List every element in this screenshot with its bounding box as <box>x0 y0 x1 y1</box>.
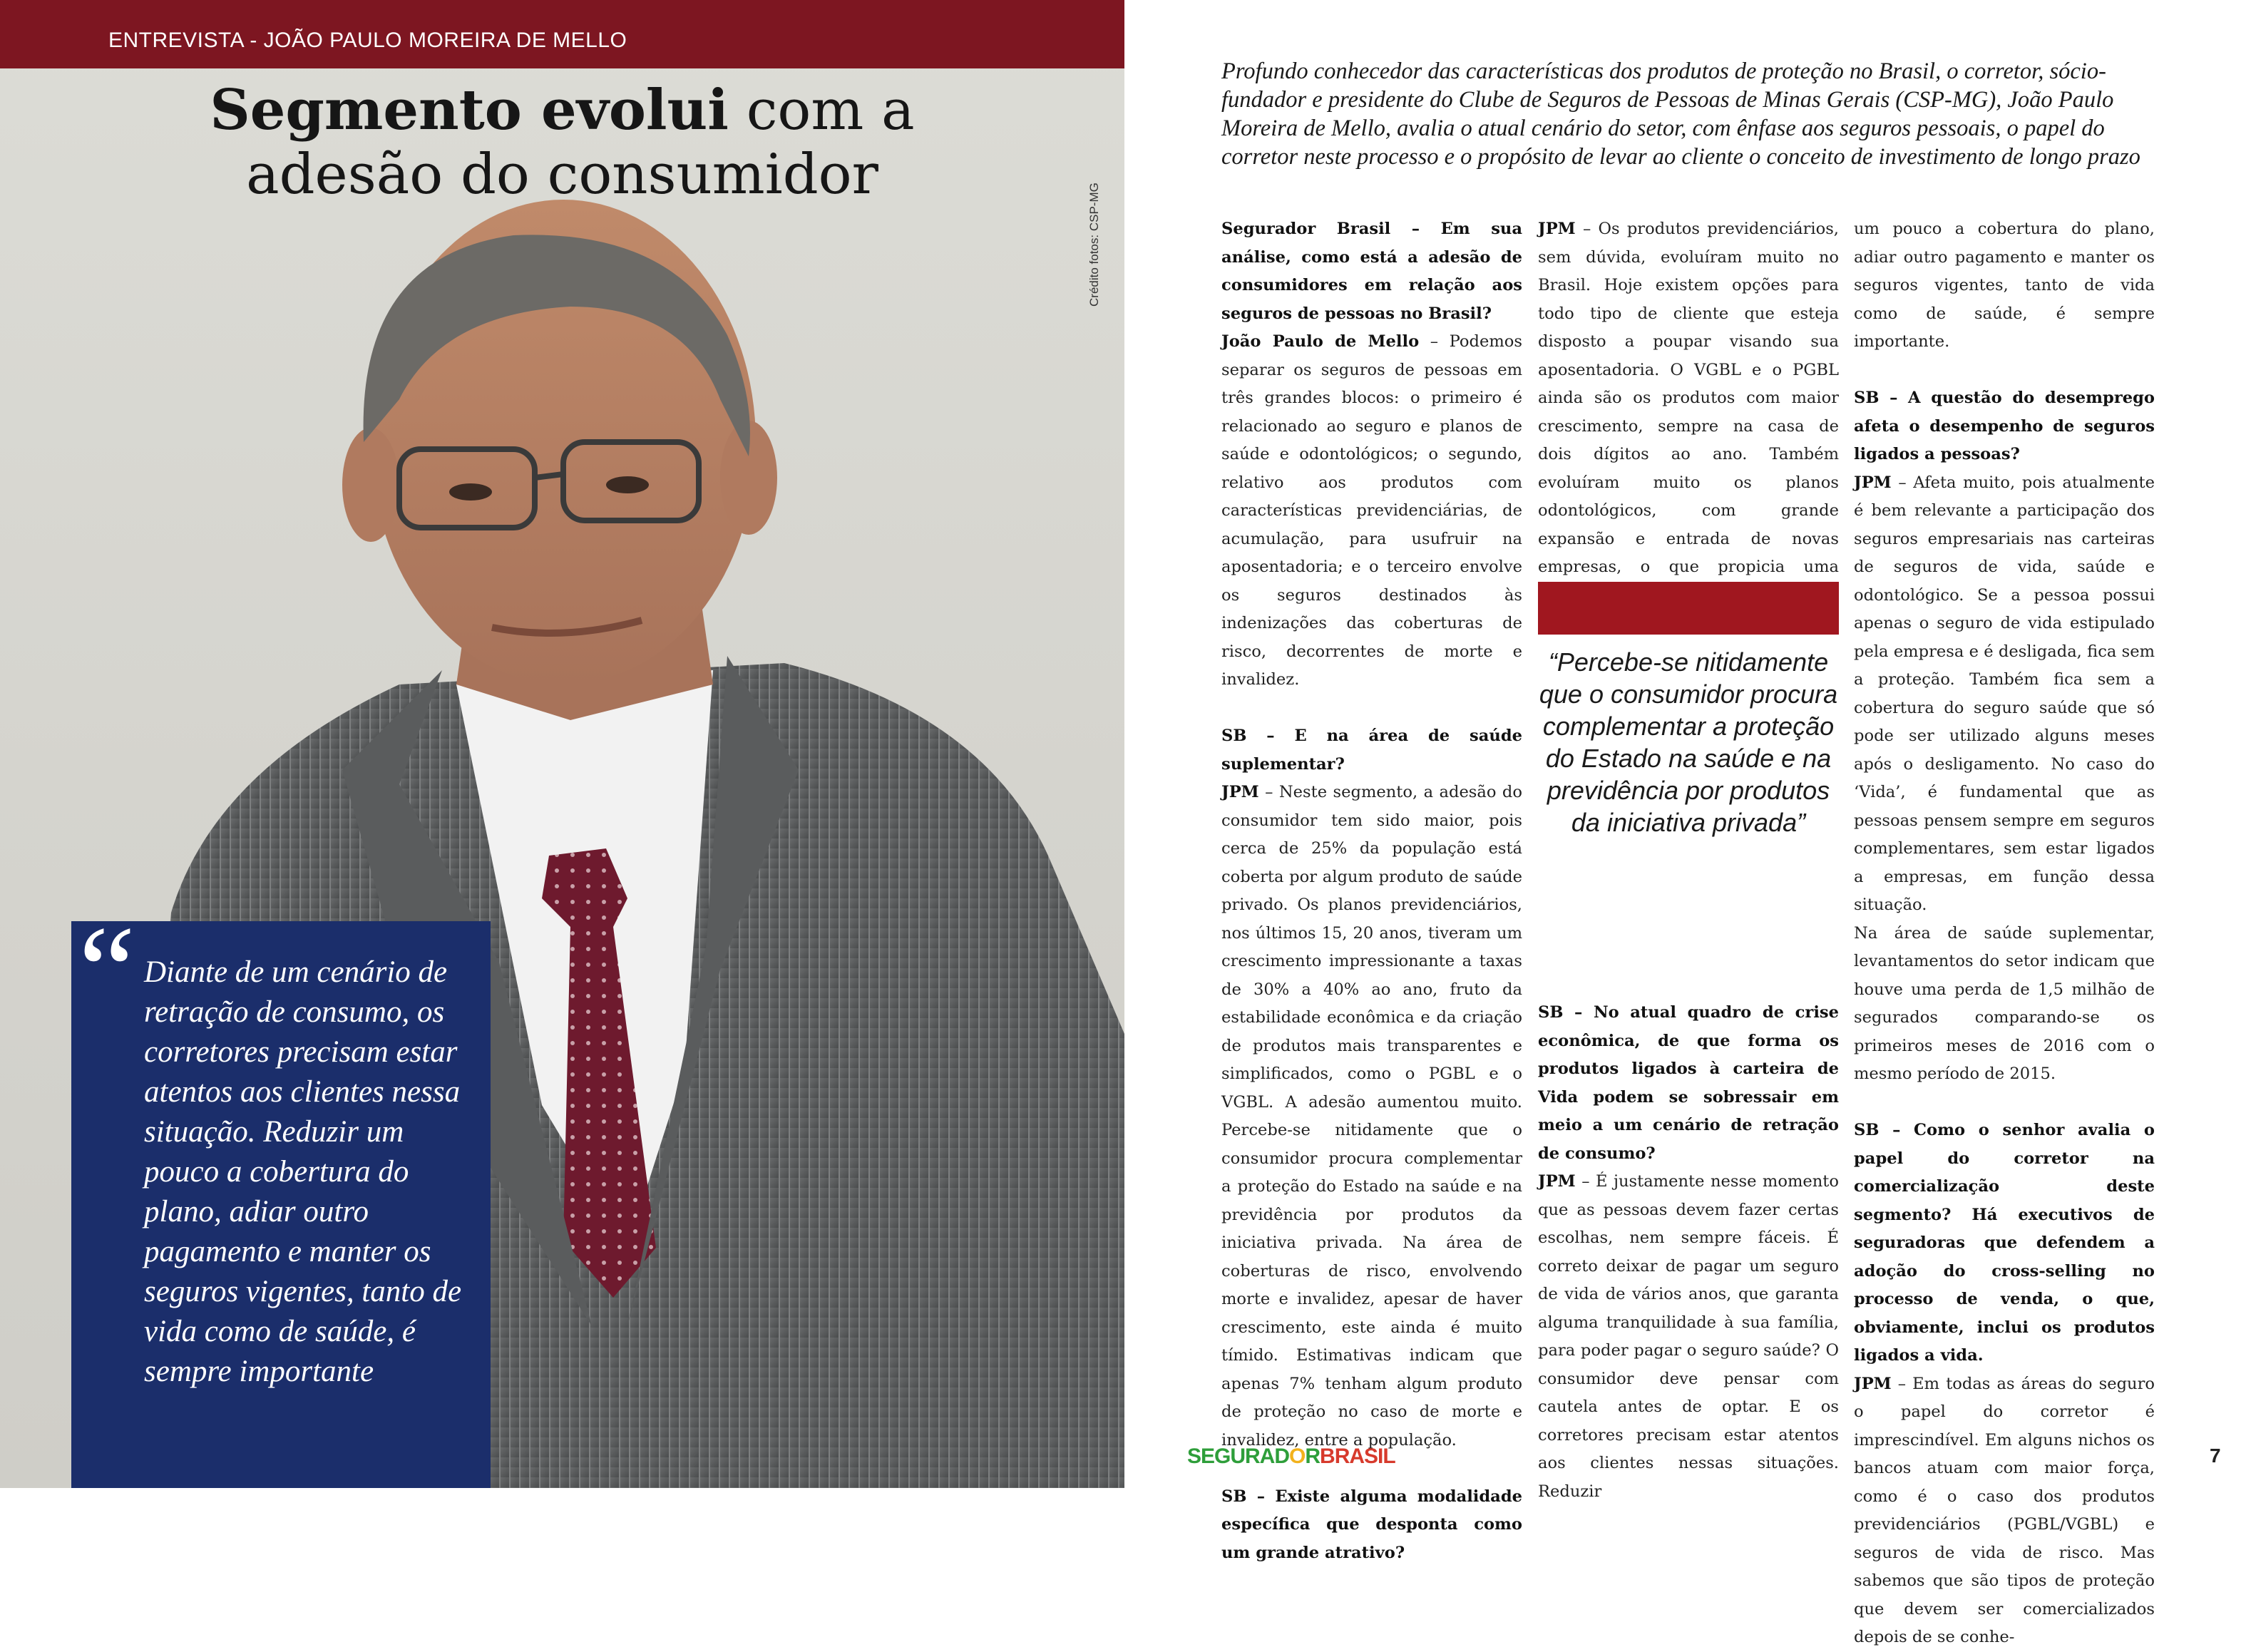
column-3 <box>1854 215 2155 1652</box>
column-2-lower <box>1538 999 1839 1506</box>
column-1 <box>1221 215 1522 1567</box>
question-5-text: SB – A questão do desemprego afeta o desempenho de seguros ligados a pessoas? <box>1854 389 2155 463</box>
question-4 <box>1538 999 1839 1168</box>
answer-3 <box>1538 215 1839 610</box>
headline-bold: Segmento evolui <box>210 78 729 143</box>
right-page <box>1124 0 2246 1646</box>
question-1-text: Segurador Brasil – Em sua análise, como está a adesão de consumidores em relação aos seguros de pessoas no Brasil? <box>1221 220 1522 323</box>
pull-quote-accent-bar <box>1538 582 1839 635</box>
speaker-label: JPM <box>1854 473 1892 492</box>
question-3 <box>1221 1483 1522 1568</box>
question-5 <box>1854 384 2155 469</box>
answer-1-text: – Podemos separar os seguros de pessoas em três grandes blocos: o primeiro é relacionado ao seguro e planos de saúde e odontológicos; o segundo, relativo aos produtos com características previdenciárias, de acumulação, para usufruir na aposentadoria; e o terceiro envolve os seguros destinados às indenizações das coberturas de risco, decorrentes de morte e invalidez. <box>1221 332 1522 689</box>
pull-quote-left-text: Diante de um cenário de retração de consumo, os corretores precisam estar atentos aos clientes nessa situação. Reduzir um pouco a cobertura do plano, adiar outro pagamento e manter os seguros vigentes, tanto de vida como de saúde, é sempre importante <box>144 955 462 1388</box>
photo-credit: Crédito fotos: CSP-MG <box>1087 183 1101 307</box>
logo-part-1: SEGURAD <box>1187 1445 1290 1468</box>
page-number: 7 <box>2210 1445 2221 1467</box>
answer-1 <box>1221 328 1522 694</box>
answer-2 <box>1221 779 1522 1455</box>
answer-5-text: – Afeta muito, pois atualmente é bem relevante a participação dos seguros empresariais nas carteiras de seguros de vida, saúde e odontológico. Se a pessoa possui apenas o seguro de vida estipulado pela empresa e é desligada, fica sem a proteção. Também fica sem a cobertura do seguro saúde que só pode ser utilizado alguns meses após o desligamento. No caso do ‘Vida’, é fundamental que as pessoas pensem sempre em seguros complementares, sem estar ligados a empresas, em função dessa situação. <box>1854 473 2155 914</box>
question-2-text: SB – E na área de saúde suplementar? <box>1221 727 1522 774</box>
question-3-text: SB – Existe alguma modalidade específica que desponta como um grande atrativo? <box>1221 1487 1522 1562</box>
segurador-brasil-logo <box>1187 1445 1395 1469</box>
answer-5-paragraph-2: Na área de saúde suplementar, levantamentos do setor indicam que houve uma perda de 1,5 milhão de segurados comparando-se os primeiros meses de 2016 com o mesmo período de 2015. <box>1854 923 2155 1083</box>
answer-2-text: – Neste segmento, a adesão do consumidor tem sido maior, pois cerca de 25% da população está coberta por algum produto de saúde privado. Os planos previdenciários, nos últimos 15, 20 anos, tiveram um crescimento impressionante a taxas de 30% a 40% ao ano, fruto da estabilidade econômica e da criação de produtos mais transparentes e simplificados, como o PGBL e o VGBL. A adesão aumentou muito. Percebe-se nitidamente que o consumidor procura complementar a proteção do Estado na saúde e na previdência por produtos da iniciativa privada. Na área de coberturas de risco, envolvendo morte e invalidez, apesar de haver crescimento, este ainda é muito tímido. Estimativas indicam que apenas 7% tenham algum produto de proteção no caso de morte e invalidez, entre a população. <box>1221 783 1522 1450</box>
section-tag: ENTREVISTA - JOÃO PAULO MOREIRA DE MELLO <box>108 29 627 52</box>
headline <box>0 78 1124 207</box>
logo-part-2: R <box>1305 1445 1321 1468</box>
headline-regular-2: adesão do consumidor <box>246 143 878 207</box>
quote-mark-icon: “ <box>78 900 135 1042</box>
intro-standfirst: Profundo conhecedor das características dos produtos de proteção no Brasil, o corretor, sócio-fundador e presidente do Clube de Seguros de Pessoas de Minas Gerais (CSP-MG), João Paulo Moreira de Mello, avalia o atual cenário do setor, com ênfase aos seguros pessoais, o papel do corretor neste processo e o propósito de levar ao cliente o conceito de investimento de longo prazo <box>1221 58 2140 170</box>
answer-4-text: – É justamente nesse momento que as pessoas devem fazer certas escolhas, nem sempre fáceis. É correto deixar de pagar um seguro de vida de vários anos, que garanta alguma tranquilidade à sua família, para poder pagar o seguro saúde? O consumidor deve pensar com cautela antes de optar. E os corretores precisam estar atentos aos clientes nessas situações. Reduzir <box>1538 1172 1839 1501</box>
speaker-label: JPM <box>1221 783 1259 801</box>
speaker-label: JPM <box>1538 220 1576 238</box>
answer-5 <box>1854 469 2155 920</box>
pull-quote-right: “Percebe-se nitidamente que o consumidor procura complementar a proteção do Estado na saúde e na previdência por produtos da iniciativa privada” <box>1539 647 1838 837</box>
answer-6-text: – Em todas as áreas do seguro o papel do corretor é imprescindível. Em alguns nichos os bancos atuam com maior força, como é o caso dos produtos previdenciários (PGBL/VGBL) e seguros de vida de risco. Mas sabemos que são tipos de proteção que devem ser comercializados depois de se conhe- <box>1854 1374 2155 1646</box>
answer-4-continued: um pouco a cobertura do plano, adiar outro pagamento e manter os seguros vigentes, tanto de vida como de saúde, é sempre importante. <box>1854 220 2155 351</box>
answer-3-text: – Os produtos previdenciários, sem dúvida, evoluíram muito no Brasil. Hoje existem opções para todo tipo de cliente que esteja disposto a poupar visando sua aposentadoria. O VGBL e o PGBL ainda são os produtos com maior crescimento, sempre na casa de dois dígitos ao ano. Também evoluíram muito os planos odontológicos, com grande expansão e entrada de novas empresas, o que propicia uma <box>1538 220 1839 576</box>
answer-4 <box>1538 1168 1839 1506</box>
logo-part-3: BRASIL <box>1320 1445 1395 1468</box>
column-2 <box>1538 215 1839 610</box>
answer-6 <box>1854 1370 2155 1652</box>
speaker-label: João Paulo de Mello <box>1221 332 1420 351</box>
logo-globe: O <box>1289 1445 1306 1468</box>
speaker-label: JPM <box>1538 1172 1576 1191</box>
question-6-text: SB – Como o senhor avalia o papel do corretor na comercialização deste segmento? Há executivos de seguradoras que defendem a adoção do cross-selling no processo de venda, o que, obviamente, inclui os produtos ligados a vida. <box>1854 1121 2155 1365</box>
question-4-text: SB – No atual quadro de crise econômica, de que forma os produtos ligados à carteira de Vida podem se sobressair em meio a um cenário de retração de consumo? <box>1538 1003 1839 1163</box>
question-6 <box>1854 1117 2155 1370</box>
question-1 <box>1221 215 1522 328</box>
left-page <box>0 0 1124 1488</box>
pull-quote-left <box>71 900 491 1488</box>
question-2 <box>1221 722 1522 779</box>
header-bar <box>0 0 1124 68</box>
headline-regular-1: com a <box>728 78 915 143</box>
speaker-label: JPM <box>1854 1374 1892 1393</box>
